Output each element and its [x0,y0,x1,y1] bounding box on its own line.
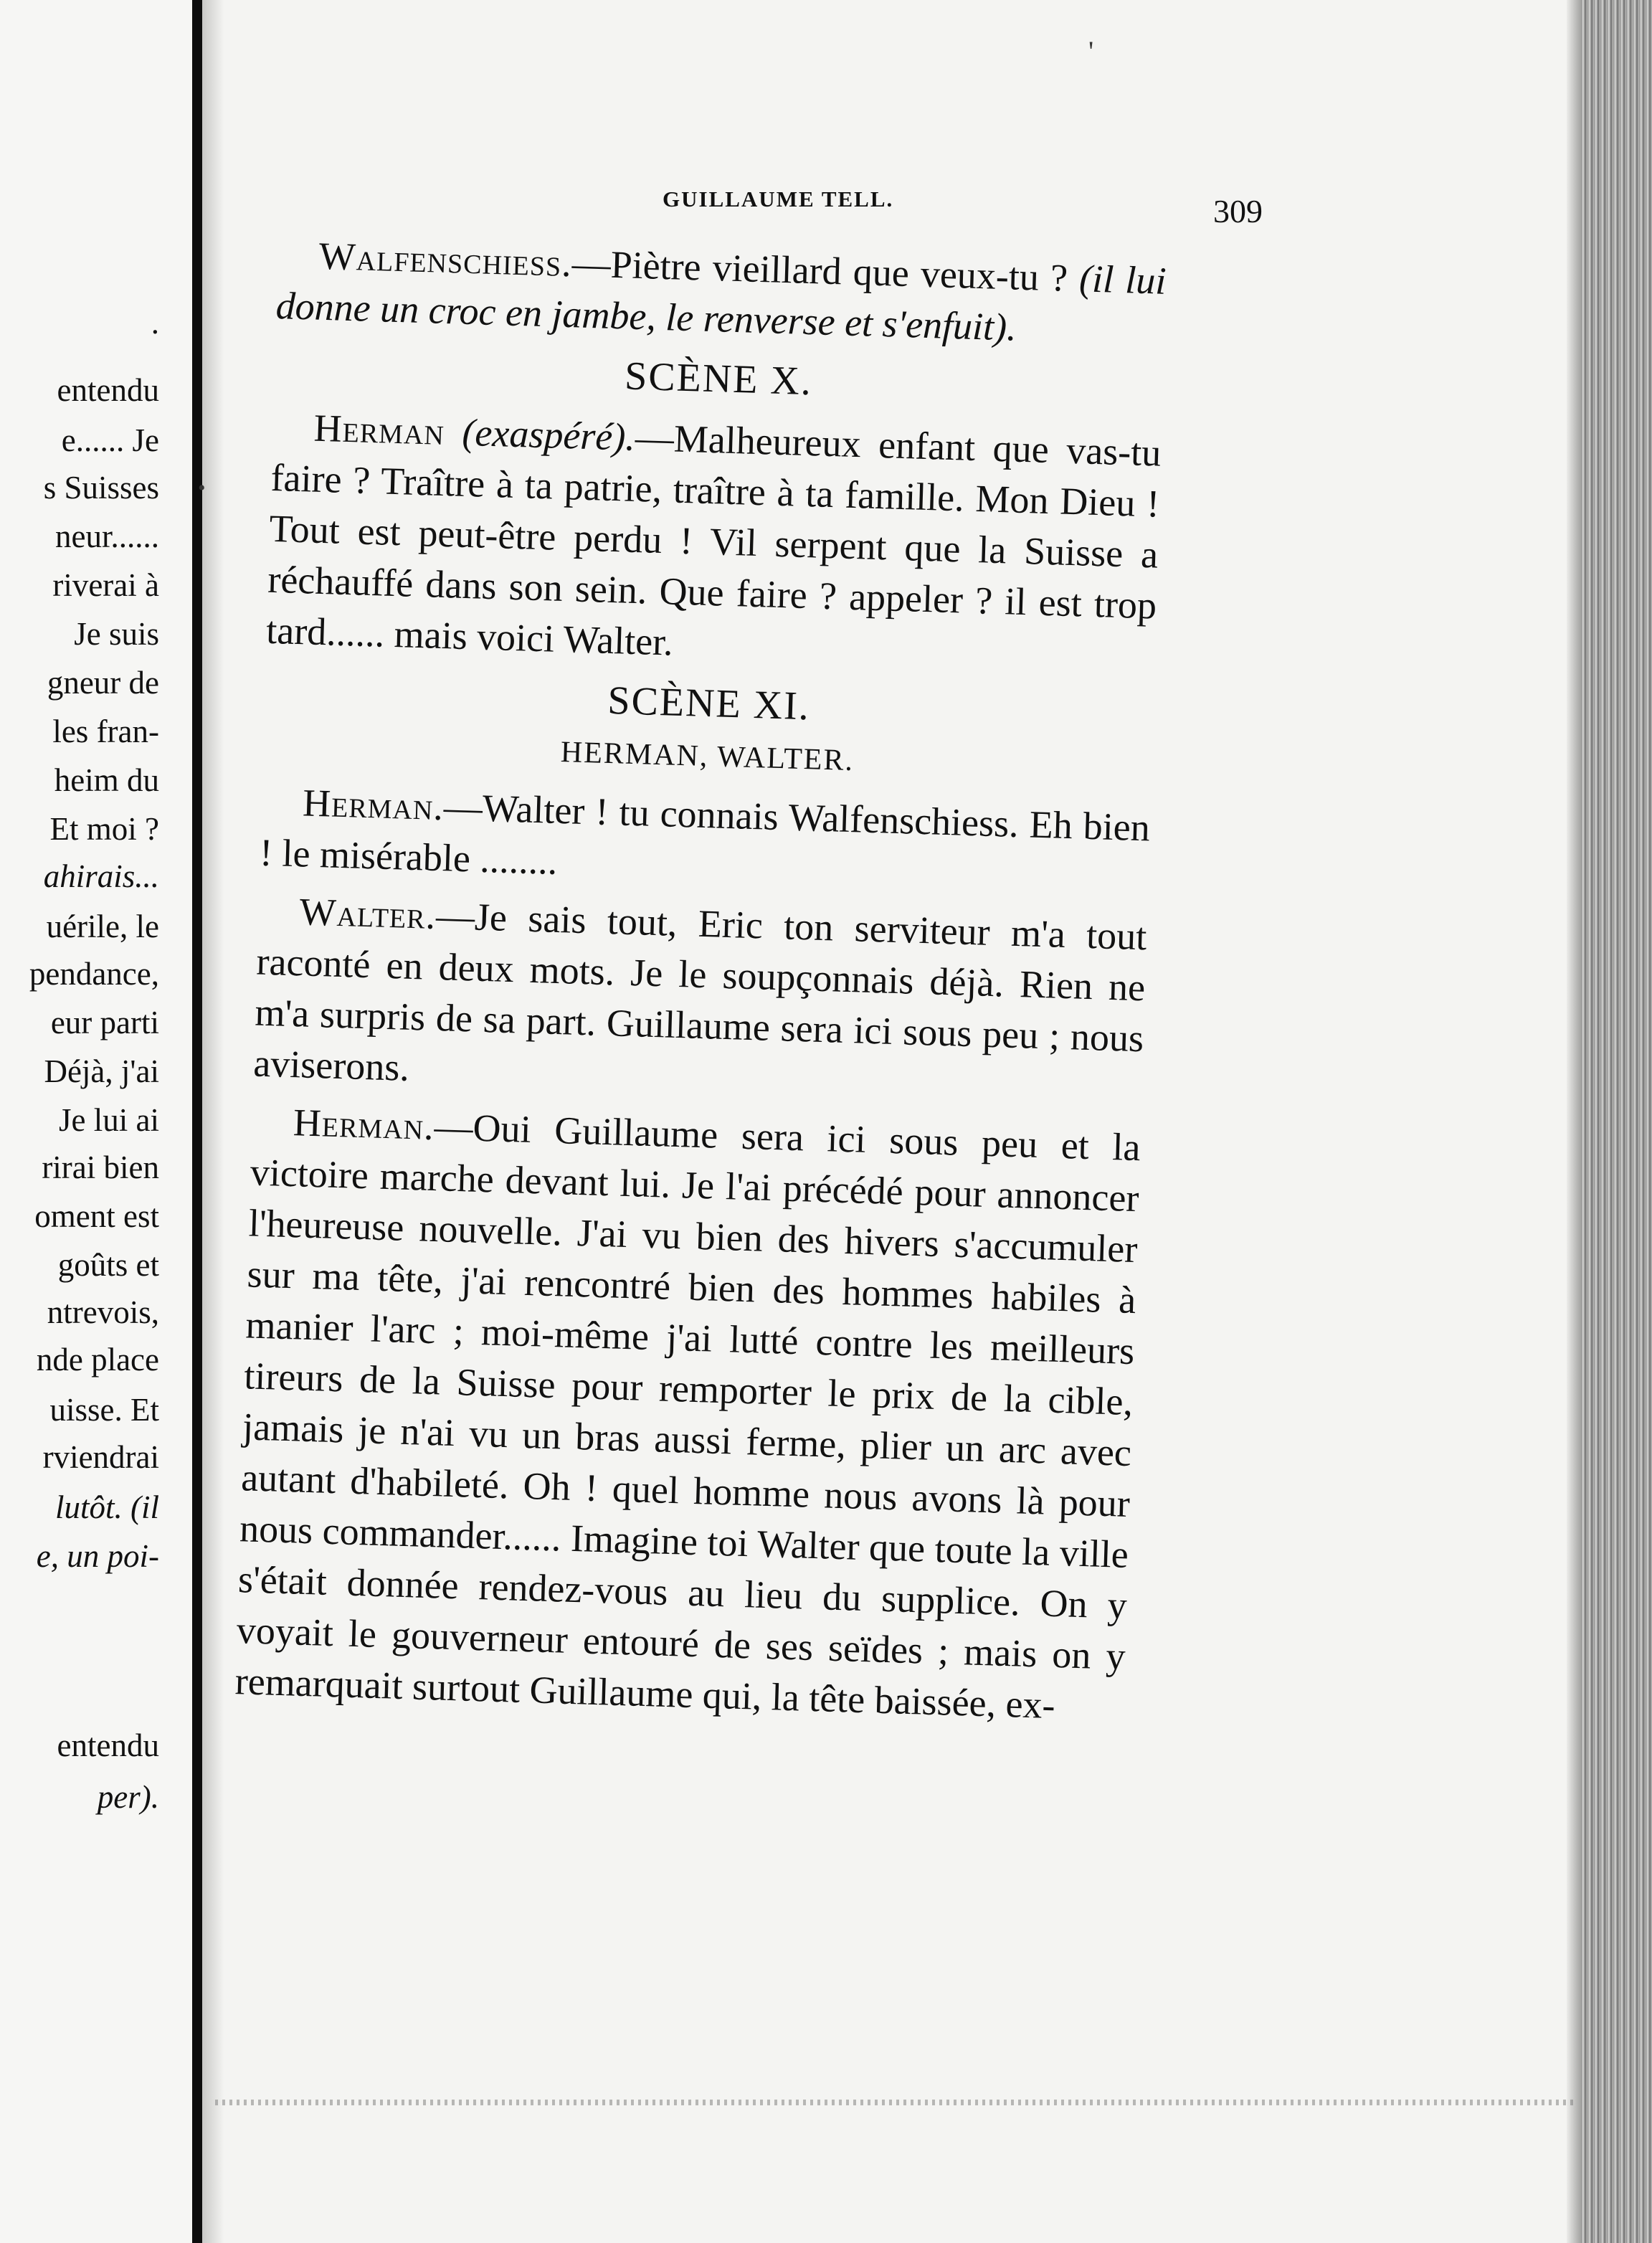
left-page-line: goûts et [57,1247,159,1283]
left-page-line: eur parti [50,1005,159,1040]
left-page-line: neur...... [55,518,159,554]
left-page-line: per). [97,1779,159,1815]
left-page-line: Je suis [74,616,159,652]
paragraph-herman-1 [265,402,1162,683]
left-facing-page [0,0,195,2243]
speaker-name: Herman [313,406,445,453]
page-edge-shadow [1567,0,1582,2243]
stage-direction: (exaspéré). [461,410,636,459]
left-page-line: Et moi ? [49,811,159,847]
running-head: GUILLAUME TELL. [663,186,894,212]
left-page-line: oment est [34,1198,159,1234]
left-page-line: nde place [36,1342,159,1377]
left-page-line: heim du [54,762,159,798]
dialogue-text: —Walter ! tu connais Walfenschiess. Eh bien ! le misérable ........ [259,785,1151,883]
spine-mark: • [198,476,206,500]
character-list: HERMAN, WALTER. [560,736,855,778]
left-page-line: uisse. Et [49,1392,159,1428]
ink-mark: ' [1088,35,1094,67]
speaker-name: Herman. [302,781,445,829]
left-page-line: Je lui ai [59,1102,159,1138]
left-page-line: rirai bien [42,1149,159,1185]
stage-direction: (il lui donne un croc en jambe, le renverse et s'enfuit). [275,257,1167,349]
paragraph-herman-2 [259,777,1151,905]
scene-heading: SCÈNE XI. [607,678,811,729]
left-page-line: e, un poi- [36,1538,159,1574]
dialogue-text: —Oui Guillaume sera ici sous peu et la victoire marche devant lui. Je l'ai précédé pour annoncer l'heureuse nouvelle. J'ai vu bien des hivers s'accumuler sur ma tête, j'ai rencontré bien des hommes habiles à manier l'arc ; moi-même j'ai lutté contre les meilleurs tireurs de la Suisse pour remporter le prix de la cible, jamais je n'ai vu un bras aussi ferme, plier un arc avec autant d'habileté. Oh ! quel homme nous avons là pour nous commander...... Imagine toi Walter que toute la ville s'était donnée rendez-vous au lieu du supplice. On y voyait le gouverneur entouré de ses seïdes ; mais on y remarquait surtout Guillaume qui, la tête baissée, ex- [234,1105,1141,1727]
scene-heading: SCÈNE X. [624,354,813,404]
paragraph-walfenschiess [275,229,1167,358]
left-page-line: rviendrai [42,1439,159,1475]
left-page-line: entendu [57,1727,159,1763]
left-page-line: uérile, le [46,909,159,944]
left-page-line: les fran- [52,713,159,749]
main-page [224,0,1586,2243]
print-noise [215,2100,1577,2105]
left-page-line: Déjà, j'ai [44,1053,159,1089]
left-page-line: lutôt. (il [55,1489,159,1525]
left-page-line: gneur de [47,665,159,701]
left-page-line: e...... Je [61,422,159,458]
left-page-line: ahirais... [43,858,159,894]
speaker-name: Herman. [293,1101,435,1148]
left-page-line: ntrevois, [47,1294,159,1330]
speaker-name: Walfenschiess. [318,234,573,285]
paragraph-walter [252,886,1147,1116]
page-number: 309 [1213,193,1263,229]
left-page-line: . [151,305,159,341]
left-page-line: entendu [57,372,159,408]
left-page-line: riverai à [52,567,159,603]
page-stack-edge [1581,0,1652,2243]
text-block [234,229,1167,1740]
dialogue-text: —Malheureux enfant que vas-tu faire ? Traître à ta patrie, traître à ta famille. Mon Dieu ! Tout est peut-être perdu ! Vil serpent que la Suisse a réchauffé dans son sein. Que faire ? appeler ? il est trop tard...... mais voici Walter. [265,415,1162,664]
dialogue-text: —Piètre vieillard que veux-tu ? [571,242,1081,300]
left-page-line: s Suisses [43,470,159,506]
paragraph-herman-3 [234,1096,1141,1732]
left-page-line: pendance, [29,956,159,992]
book-gutter [192,0,202,2243]
gutter-shadow [202,0,224,2243]
speaker-name: Walter. [298,890,437,937]
dialogue-text: —Je sais tout, Eric ton serviteur m'a tout raconté en deux mots. Je le soupçonnais déjà. Rien ne m'a surpris de sa part. Guillaume sera ici sous peu ; nous aviserons. [252,893,1148,1089]
